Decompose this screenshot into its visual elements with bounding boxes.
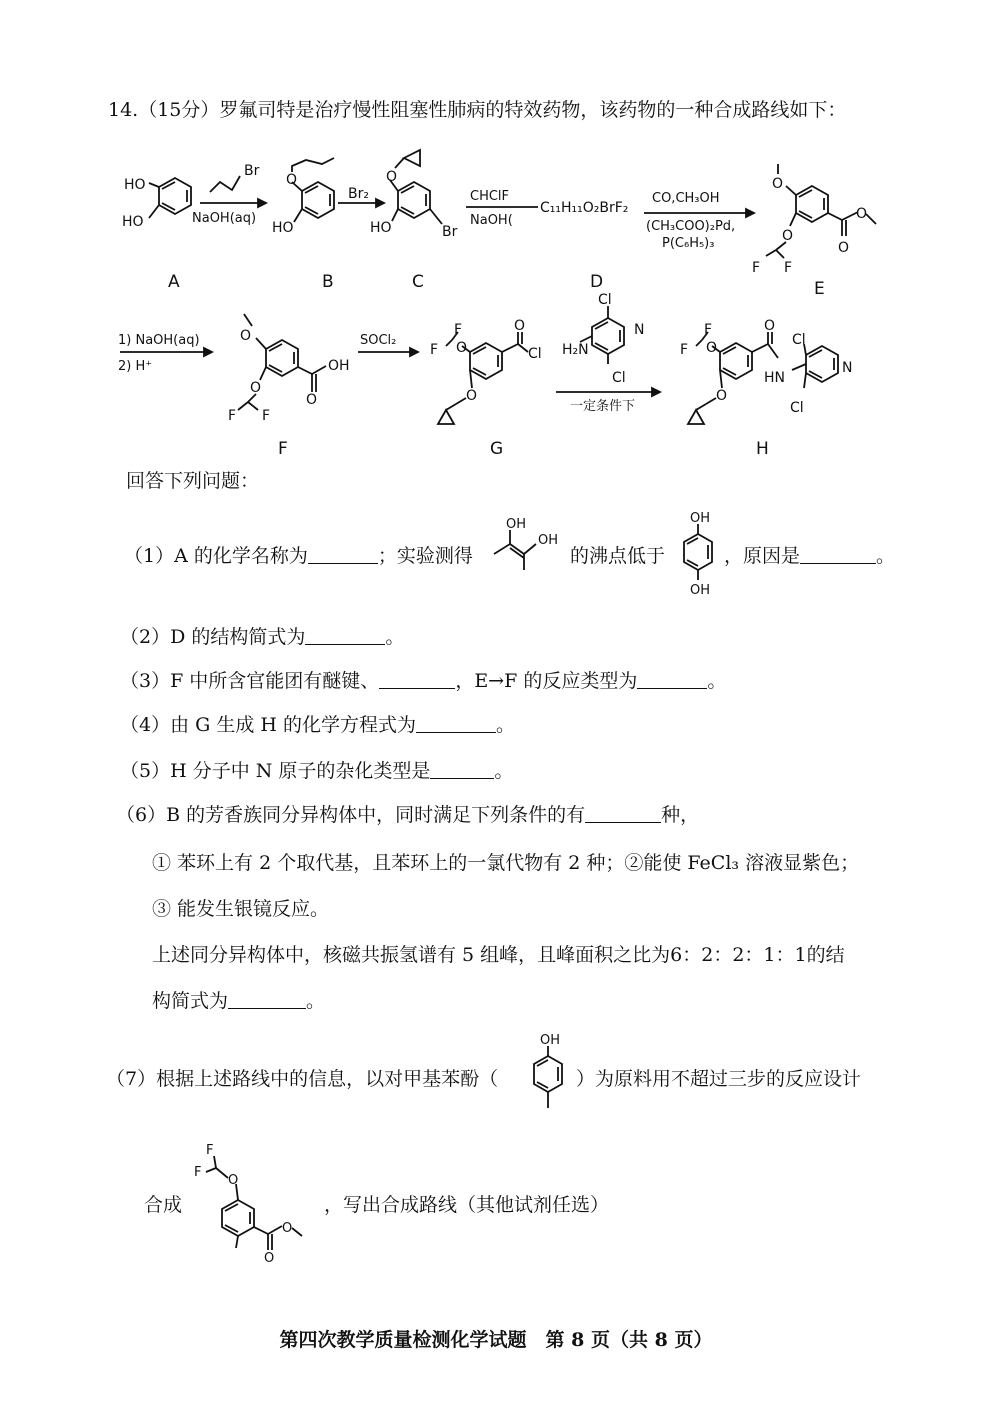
atom-ho: HO bbox=[122, 214, 144, 230]
svg-text:O: O bbox=[250, 380, 262, 396]
svg-text:一定条件下: 一定条件下 bbox=[570, 399, 636, 414]
answer-blank[interactable] bbox=[416, 714, 496, 733]
svg-text:1) NaOH(aq): 1) NaOH(aq) bbox=[118, 333, 200, 348]
svg-text:O: O bbox=[228, 1173, 239, 1188]
svg-text:N: N bbox=[842, 360, 853, 376]
svg-text:G: G bbox=[490, 439, 504, 459]
part-1: （1）A 的化学名称为 ；实验测得 bbox=[124, 545, 473, 567]
svg-text:HO: HO bbox=[272, 220, 294, 236]
svg-text:HN: HN bbox=[764, 370, 785, 386]
svg-text:Cl: Cl bbox=[790, 400, 804, 416]
part-7: （7）根据上述路线中的信息，以对甲基苯酚（ bbox=[106, 1068, 499, 1090]
svg-text:B: B bbox=[322, 272, 334, 292]
svg-text:O: O bbox=[240, 328, 252, 344]
answer-blank[interactable] bbox=[800, 545, 876, 564]
page-footer: 第四次教学质量检测化学试题 第 8 页（共 8 页） bbox=[279, 1329, 713, 1351]
svg-text:Br: Br bbox=[244, 163, 260, 179]
svg-text:O: O bbox=[764, 318, 776, 334]
svg-text:Cl: Cl bbox=[598, 292, 612, 308]
synthesis-scheme bbox=[0, 0, 992, 470]
svg-text:Cl: Cl bbox=[792, 332, 806, 348]
svg-text:(CH₃COO)₂Pd,: (CH₃COO)₂Pd, bbox=[646, 219, 736, 234]
svg-text:D: D bbox=[590, 272, 604, 292]
svg-text:OH: OH bbox=[540, 1033, 561, 1048]
svg-text:F: F bbox=[454, 322, 463, 338]
svg-text:OH: OH bbox=[506, 517, 527, 532]
exam-page: 14.（15分）罗氟司特是治疗慢性阻塞性肺病的特效药物，该药物的一种合成路线如下： HO HO A Br NaOH(aq) O HO B Br₂ O HO Br C CHClF NaOH( C₁₁H₁₁O₂BrF₂ D CO,CH₃OH (CH₃COO)₂Pd, P(C₆H₅)₃ O O F F O O E 1) NaOH(aq) 2) H⁺ O O F F O OH F SOCl₂ O F F O O Cl G Cl N H₂N Cl 一定条件下 O F F O O HN Cl N Cl H 回答下列问题： （1）A 的化学名称为 ；实验测得 OH OH 的沸点低于 OH OH ，原因是 。 （2）D 的结构简式为 。 （3）F 中所含官能团有醚键、 ，E→F 的反应类型为 。 （4）由 G 生成 H 的化学方程式为 。 （5）H 分子中 N 原子的杂化类型是 。 （6）B 的芳香族同分异构体中，同时满足下列条件的有 种， ① 苯环上有 2 个取代基，且苯环上的一氯代物有 2 种；②能使 FeCl₃ 溶液显紫色； ③ 能发生银镜反应。 上述同分异构体中，核磁共振氢谱有 5 组峰，且峰面积之比为6：2：2：1：1的结 构简式为 。 （7）根据上述路线中的信息，以对甲基苯酚（ OH ）为原料用不超过三步的反应设计 合成 O F F O O ，写出合成路线（其他试剂任选） 第四次教学质量检测化学试题 第 8 页（共 8 页） bbox=[0, 0, 992, 1403]
butenediol-structure bbox=[488, 514, 568, 574]
svg-text:OH: OH bbox=[690, 511, 711, 526]
part-6: （6）B 的芳香族同分异构体中，同时满足下列条件的有 种， bbox=[116, 804, 700, 826]
part-6-condition-1: ① 苯环上有 2 个取代基，且苯环上的一氯代物有 2 种；②能使 FeCl₃ 溶液显紫色； bbox=[152, 852, 860, 874]
svg-text:O: O bbox=[716, 388, 728, 404]
svg-text:H₂N: H₂N bbox=[562, 342, 589, 358]
svg-text:F: F bbox=[752, 260, 761, 276]
compound-c-structure bbox=[390, 150, 442, 224]
svg-text:C: C bbox=[412, 272, 424, 292]
svg-text:F: F bbox=[278, 439, 288, 459]
part-7-instruction: ，写出合成路线（其他试剂任选） bbox=[324, 1194, 610, 1216]
answer-lead: 回答下列问题： bbox=[126, 470, 260, 492]
svg-text:OH: OH bbox=[690, 583, 711, 598]
part-6-condition-2: ③ 能发生银镜反应。 bbox=[152, 898, 330, 920]
hydroquinone-structure bbox=[672, 508, 724, 598]
svg-text:E: E bbox=[814, 279, 825, 299]
question-title: 14.（15分）罗氟司特是治疗慢性阻塞性肺病的特效药物，该药物的一种合成路线如下： bbox=[108, 99, 847, 121]
svg-text:O: O bbox=[456, 340, 468, 356]
svg-text:Cl: Cl bbox=[528, 346, 542, 362]
svg-text:Cl: Cl bbox=[612, 370, 626, 386]
answer-blank[interactable] bbox=[585, 804, 661, 823]
svg-text:O: O bbox=[286, 172, 298, 188]
part-6-follow-up-end: 构简式为 。 bbox=[152, 990, 326, 1012]
svg-text:NaOH(: NaOH( bbox=[470, 213, 513, 228]
part-7-target-label: 合成 bbox=[144, 1194, 183, 1216]
svg-text:O: O bbox=[466, 388, 478, 404]
svg-text:NaOH(aq): NaOH(aq) bbox=[192, 211, 257, 226]
svg-text:HO: HO bbox=[370, 220, 392, 236]
compound-g-structure bbox=[438, 332, 528, 424]
svg-text:CO,CH₃OH: CO,CH₃OH bbox=[652, 191, 720, 206]
svg-text:F: F bbox=[704, 322, 713, 338]
svg-text:F: F bbox=[206, 1143, 214, 1158]
compound-a-structure bbox=[149, 178, 191, 218]
p-cresol-structure bbox=[522, 1030, 578, 1116]
svg-text:P(C₆H₅)₃: P(C₆H₅)₃ bbox=[662, 236, 715, 251]
svg-text:2) H⁺: 2) H⁺ bbox=[118, 359, 153, 374]
svg-text:O: O bbox=[838, 240, 850, 256]
answer-blank[interactable] bbox=[228, 990, 306, 1009]
svg-text:O: O bbox=[264, 1251, 275, 1266]
part-4: （4）由 G 生成 H 的化学方程式为 。 bbox=[120, 714, 516, 736]
answer-blank[interactable] bbox=[308, 545, 378, 564]
svg-text:F: F bbox=[430, 342, 439, 358]
svg-text:F: F bbox=[194, 1165, 202, 1180]
label-a: A bbox=[168, 272, 180, 292]
svg-text:O: O bbox=[282, 1221, 293, 1236]
svg-text:O: O bbox=[706, 340, 718, 356]
answer-blank[interactable] bbox=[637, 670, 707, 689]
answer-blank[interactable] bbox=[430, 760, 494, 779]
svg-text:N: N bbox=[634, 322, 645, 338]
svg-text:SOCl₂: SOCl₂ bbox=[360, 333, 397, 348]
answer-blank[interactable] bbox=[379, 670, 455, 689]
svg-text:O: O bbox=[306, 392, 318, 408]
svg-text:F: F bbox=[680, 342, 689, 358]
part-2: （2）D 的结构简式为 。 bbox=[120, 626, 405, 648]
answer-blank[interactable] bbox=[305, 626, 385, 645]
part-3: （3）F 中所含官能团有醚键、 ，E→F 的反应类型为 。 bbox=[120, 670, 727, 692]
svg-text:O: O bbox=[386, 169, 398, 185]
svg-text:O: O bbox=[514, 318, 526, 334]
svg-text:Br₂: Br₂ bbox=[348, 186, 369, 202]
compound-d-formula: C₁₁H₁₁O₂BrF₂ bbox=[540, 200, 629, 216]
svg-text:OH: OH bbox=[538, 533, 559, 548]
svg-text:O: O bbox=[856, 206, 868, 222]
svg-text:O: O bbox=[782, 228, 794, 244]
svg-text:H: H bbox=[756, 439, 769, 459]
svg-text:OH: OH bbox=[328, 358, 350, 374]
target-ester-structure bbox=[186, 1138, 326, 1268]
compound-b-structure bbox=[292, 158, 334, 222]
part-5: （5）H 分子中 N 原子的杂化类型是 。 bbox=[120, 760, 514, 782]
svg-text:O: O bbox=[772, 176, 784, 192]
svg-text:F: F bbox=[262, 408, 271, 424]
svg-text:Br: Br bbox=[442, 224, 458, 240]
svg-text:CHClF: CHClF bbox=[470, 189, 510, 204]
svg-text:F: F bbox=[228, 408, 237, 424]
part-6-follow-up: 上述同分异构体中，核磁共振氢谱有 5 组峰，且峰面积之比为6：2：2：1：1的结 bbox=[152, 944, 845, 966]
svg-text:F: F bbox=[784, 260, 793, 276]
atom-ho: HO bbox=[124, 177, 146, 193]
